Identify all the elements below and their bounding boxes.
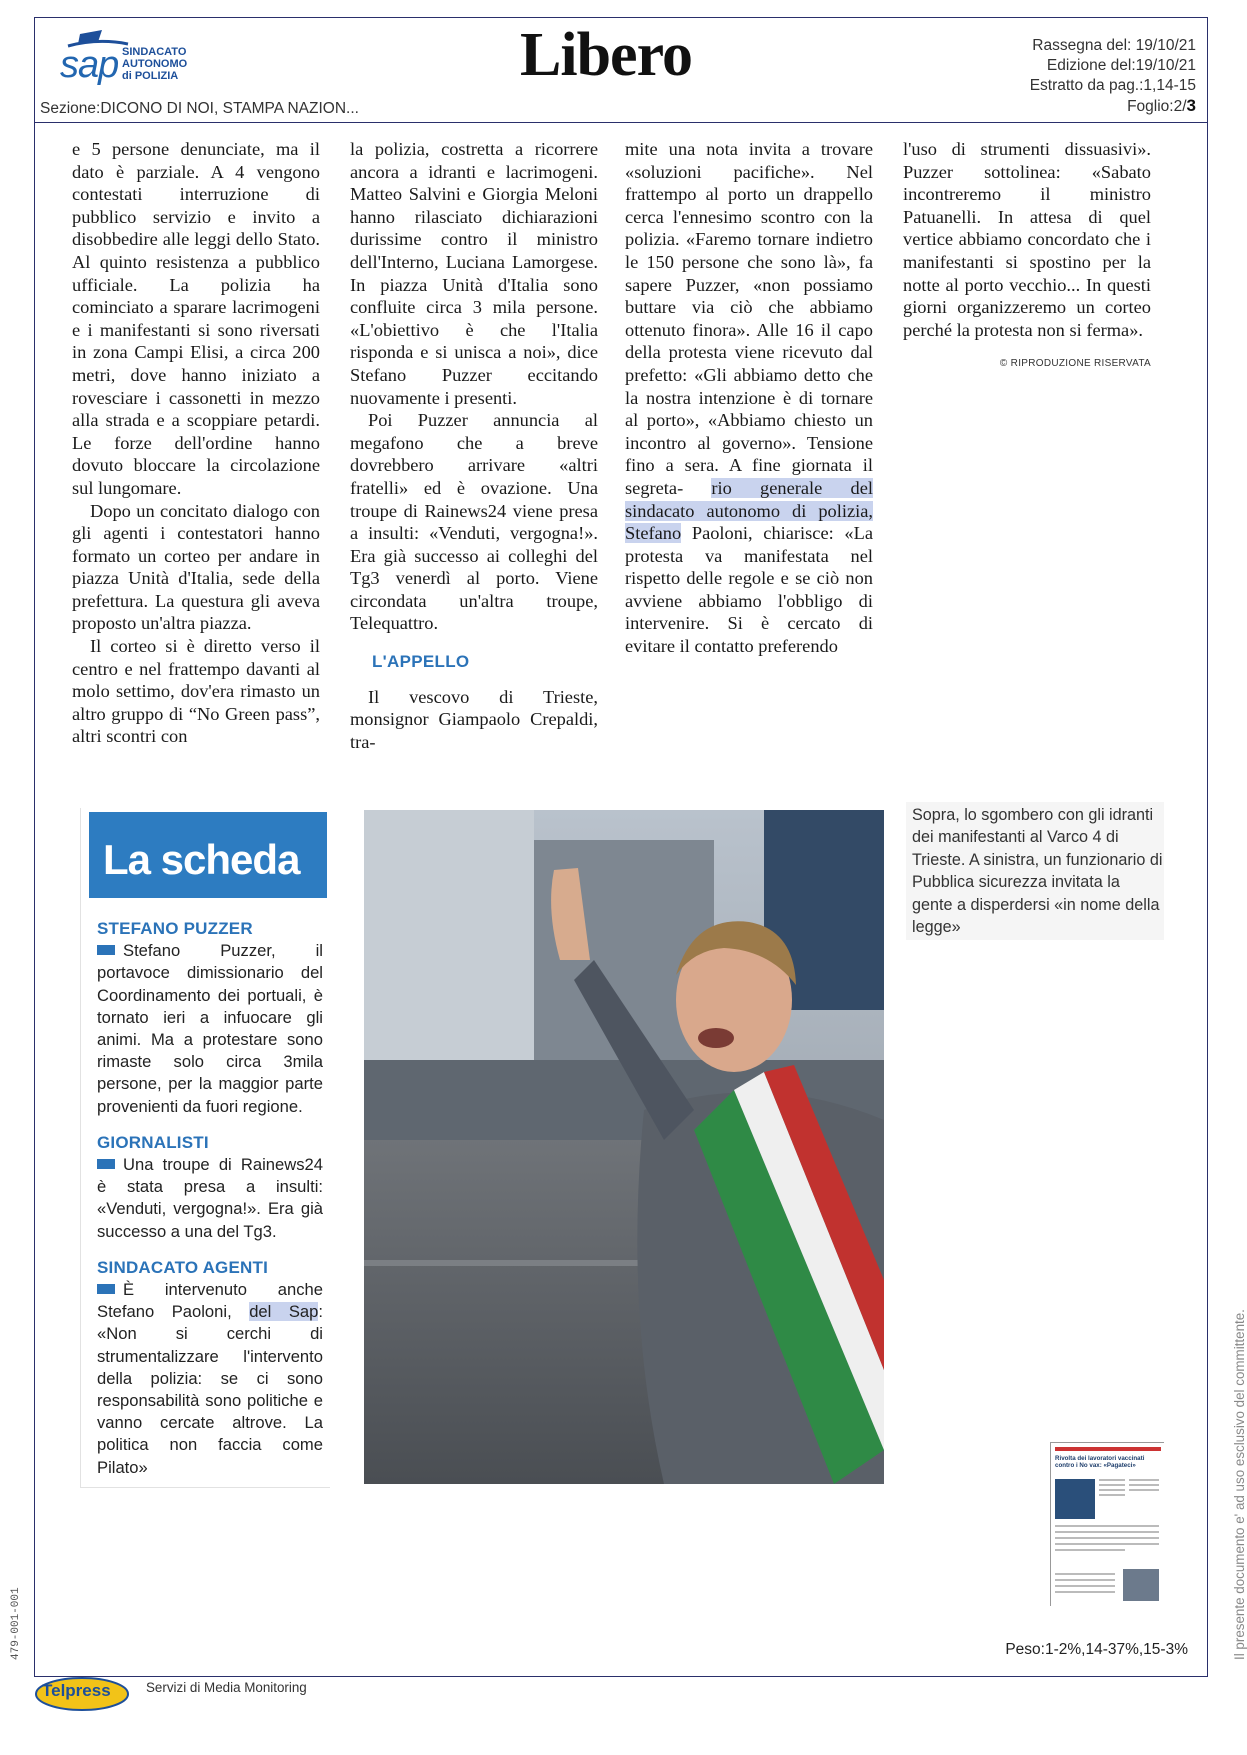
bullet-square-icon [97,1284,115,1294]
paragraph: Poi Puzzer annuncia al megafono che a breve dovrebbero arrivare «altri fratelli» ed è ovazione. Una troupe di Rainews24 viene presa a insulti: «Venduti, vergogna!». Era già successo ai colleghi del Tg3 venerdì al porto. Viene circondata un'altra troupe, Telequattro. [350,410,598,634]
copyright-notice: © RIPRODUZIONE RISERVATA [999,358,1151,370]
usage-notice: Il presente documento e' ad uso esclusivo del committente. [1232,1309,1247,1660]
paragraph: e 5 persone denunciate, ma il dato è parziale. A 4 vengono contestati interruzione di pubblico servizio e invito a disobbedire alle leggi dello Stato. Al quinto resistenza a pubblico ufficiale. La polizia ha cominciato a sparare lacrimogeni e i manifestanti si sono riversati in zona Campi Elisi, a circa 200 metri, dove hanno iniziato a rovesciare i cassonetti in mezzo alla strada e a scoppiare petardi. Le forze dell'ordine hanno dovuto bloccare la circolazione sul lungomare. [72,139,320,498]
sezione-label: Sezione:DICONO DI NOI, STAMPA NAZION... [40,100,359,117]
scheda-heading: GIORNALISTI [97,1132,209,1152]
scheda-heading: STEFANO PUZZER [97,919,253,938]
bullet-square-icon [97,1159,115,1169]
bullet-square-icon [97,945,115,955]
sap-wordmark: sap [60,44,119,86]
foglio: Foglio:2/3 [1127,96,1196,115]
scheda-text: Una troupe di Rainews24 è stata presa a insulti: «Venduti, vergogna!». Era già successo a una del Tg3. [97,1155,323,1241]
highlighted-text: rio generale del sindacato autonomo di polizia, Stefano [625,477,873,544]
photo-caption: Sopra, lo sgombero con gli idranti dei manifestanti al Varco 4 di Trieste. A sinistra, un funzionario di Pubblica sicurezza invitata la gente a disperdersi «in nome della legge» [906,802,1164,940]
news-photo [364,810,884,1484]
thumbnail-headline: Rivolta dei lavoratori vaccinati contro i No vax: «Pagateci» [1055,1455,1145,1469]
document-code: 479-001-001 [10,1587,22,1660]
protester-photo-image [364,810,884,1484]
paragraph: Il vescovo di Trieste, monsignor Giampaolo Crepaldi, tra- [350,686,598,752]
page-thumbnail [1050,1442,1164,1606]
edizione-date: Edizione del:19/10/21 [1046,57,1196,74]
scheda-header [89,812,327,898]
paragraph: mite una nota invita a trovare «soluzioni pacifiche». Nel frattempo al porto un drappello cerca l'ennesimo scontro con la polizia. «Faremo tornare indietro le 150 persone che sono là», fa sapere Puzzer, «non possiamo buttare via ciò che abbiamo ottenuto finora». Alle 16 il capo della protesta viene ricevuto dal prefetto: «Gli abbiamo detto che la nostra intenzione è di tornare al porto», «Abbiamo chiesto un incontro al governo». Tensione fino a sera. A fine giornata il segreta- rio generale del sindacato autonomo di polizia, Stefano Paoloni, chiarisce: «La protesta va manifestata nel rispetto delle regole e se ciò non avviene abbiamo l'obbligo di intervenire. Si è cercato di evitare il contatto preferendo [625,139,873,657]
subheading: L'APPELLO [372,652,470,672]
paragraph: l'uso di strumenti dissuasivi». Puzzer sottolinea: «Sabato incontreremo il ministro Patuanelli. In attesa di quel vertice abbiamo concordato che i manifestanti si spostino per la notte al porto vecchio... In questi giorni organizzeremo un corteo perché la protesta non si ferma». [903,139,1151,340]
article-column-2 [350,138,598,753]
header-divider [34,122,1208,123]
telpress-logo: Telpress [34,1672,132,1712]
article-column-3 [625,138,873,658]
estratto-pages: Estratto da pag.:1,14-15 [1029,77,1196,94]
scheda-box [80,808,330,1488]
paragraph: Il corteo si è diretto verso il centro e nel frattempo davanti al molo settimo, dov'era rimasto un altro gruppo di “No Green pass”, altri scontri con [72,636,320,747]
peso-label: Peso:1-2%,14-37%,15-3% [1005,1641,1188,1658]
paragraph: la polizia, costretta a ricorrere ancora a idranti e lacrimogeni. Matteo Salvini e Giorgia Meloni hanno rilasciato dichiarazioni durissime contro il ministro dell'Interno, Luciana Lamorgese. In piazza Unità d'Italia sono confluite circa 3 mila persone. «L'obiettivo è che l'Italia risponda e si unisca a noi», dice Stefano Puzzer eccitando nuovamente i presenti. [350,139,598,408]
scheda-body [97,918,323,1479]
rassegna-date: Rassegna del: 19/10/21 [1032,37,1196,54]
paragraph: Dopo un concitato dialogo con gli agenti i contestatori hanno formato un corteo per andare in piazza Unità d'Italia, sede della prefettura. La questura gli aveva proposto un'altra piazza. [72,500,320,634]
article-column-1 [72,138,320,748]
scheda-title: La scheda [103,836,300,883]
scheda-text: È intervenuto anche Stefano Paoloni, del Sap: «Non si cerchi di strumentalizzare l'intervento della polizia: se ci sono responsabilità sono politiche e vanno cercate altrove. La politica non faccia come Pilato» [97,1280,324,1477]
press-metadata [1030,36,1196,117]
scheda-text: Stefano Puzzer, il portavoce dimissionario del Coordinamento dei portuali, è tornato ieri a infuocare gli animi. Ma a protestare sono rimaste solo circa 3mila persone, per la maggior parte provenienti da fuori regione. [97,941,323,1116]
footer-services: Servizi di Media Monitoring [146,1680,307,1695]
article-column-4 [903,138,1151,376]
newspaper-logo: Libero [520,21,692,89]
highlighted-text: del Sap [249,1302,319,1322]
scheda-heading: SINDACATO AGENTI [97,1257,269,1277]
sap-logo-text: SINDACATO AUTONOMO di POLIZIA [122,46,188,82]
